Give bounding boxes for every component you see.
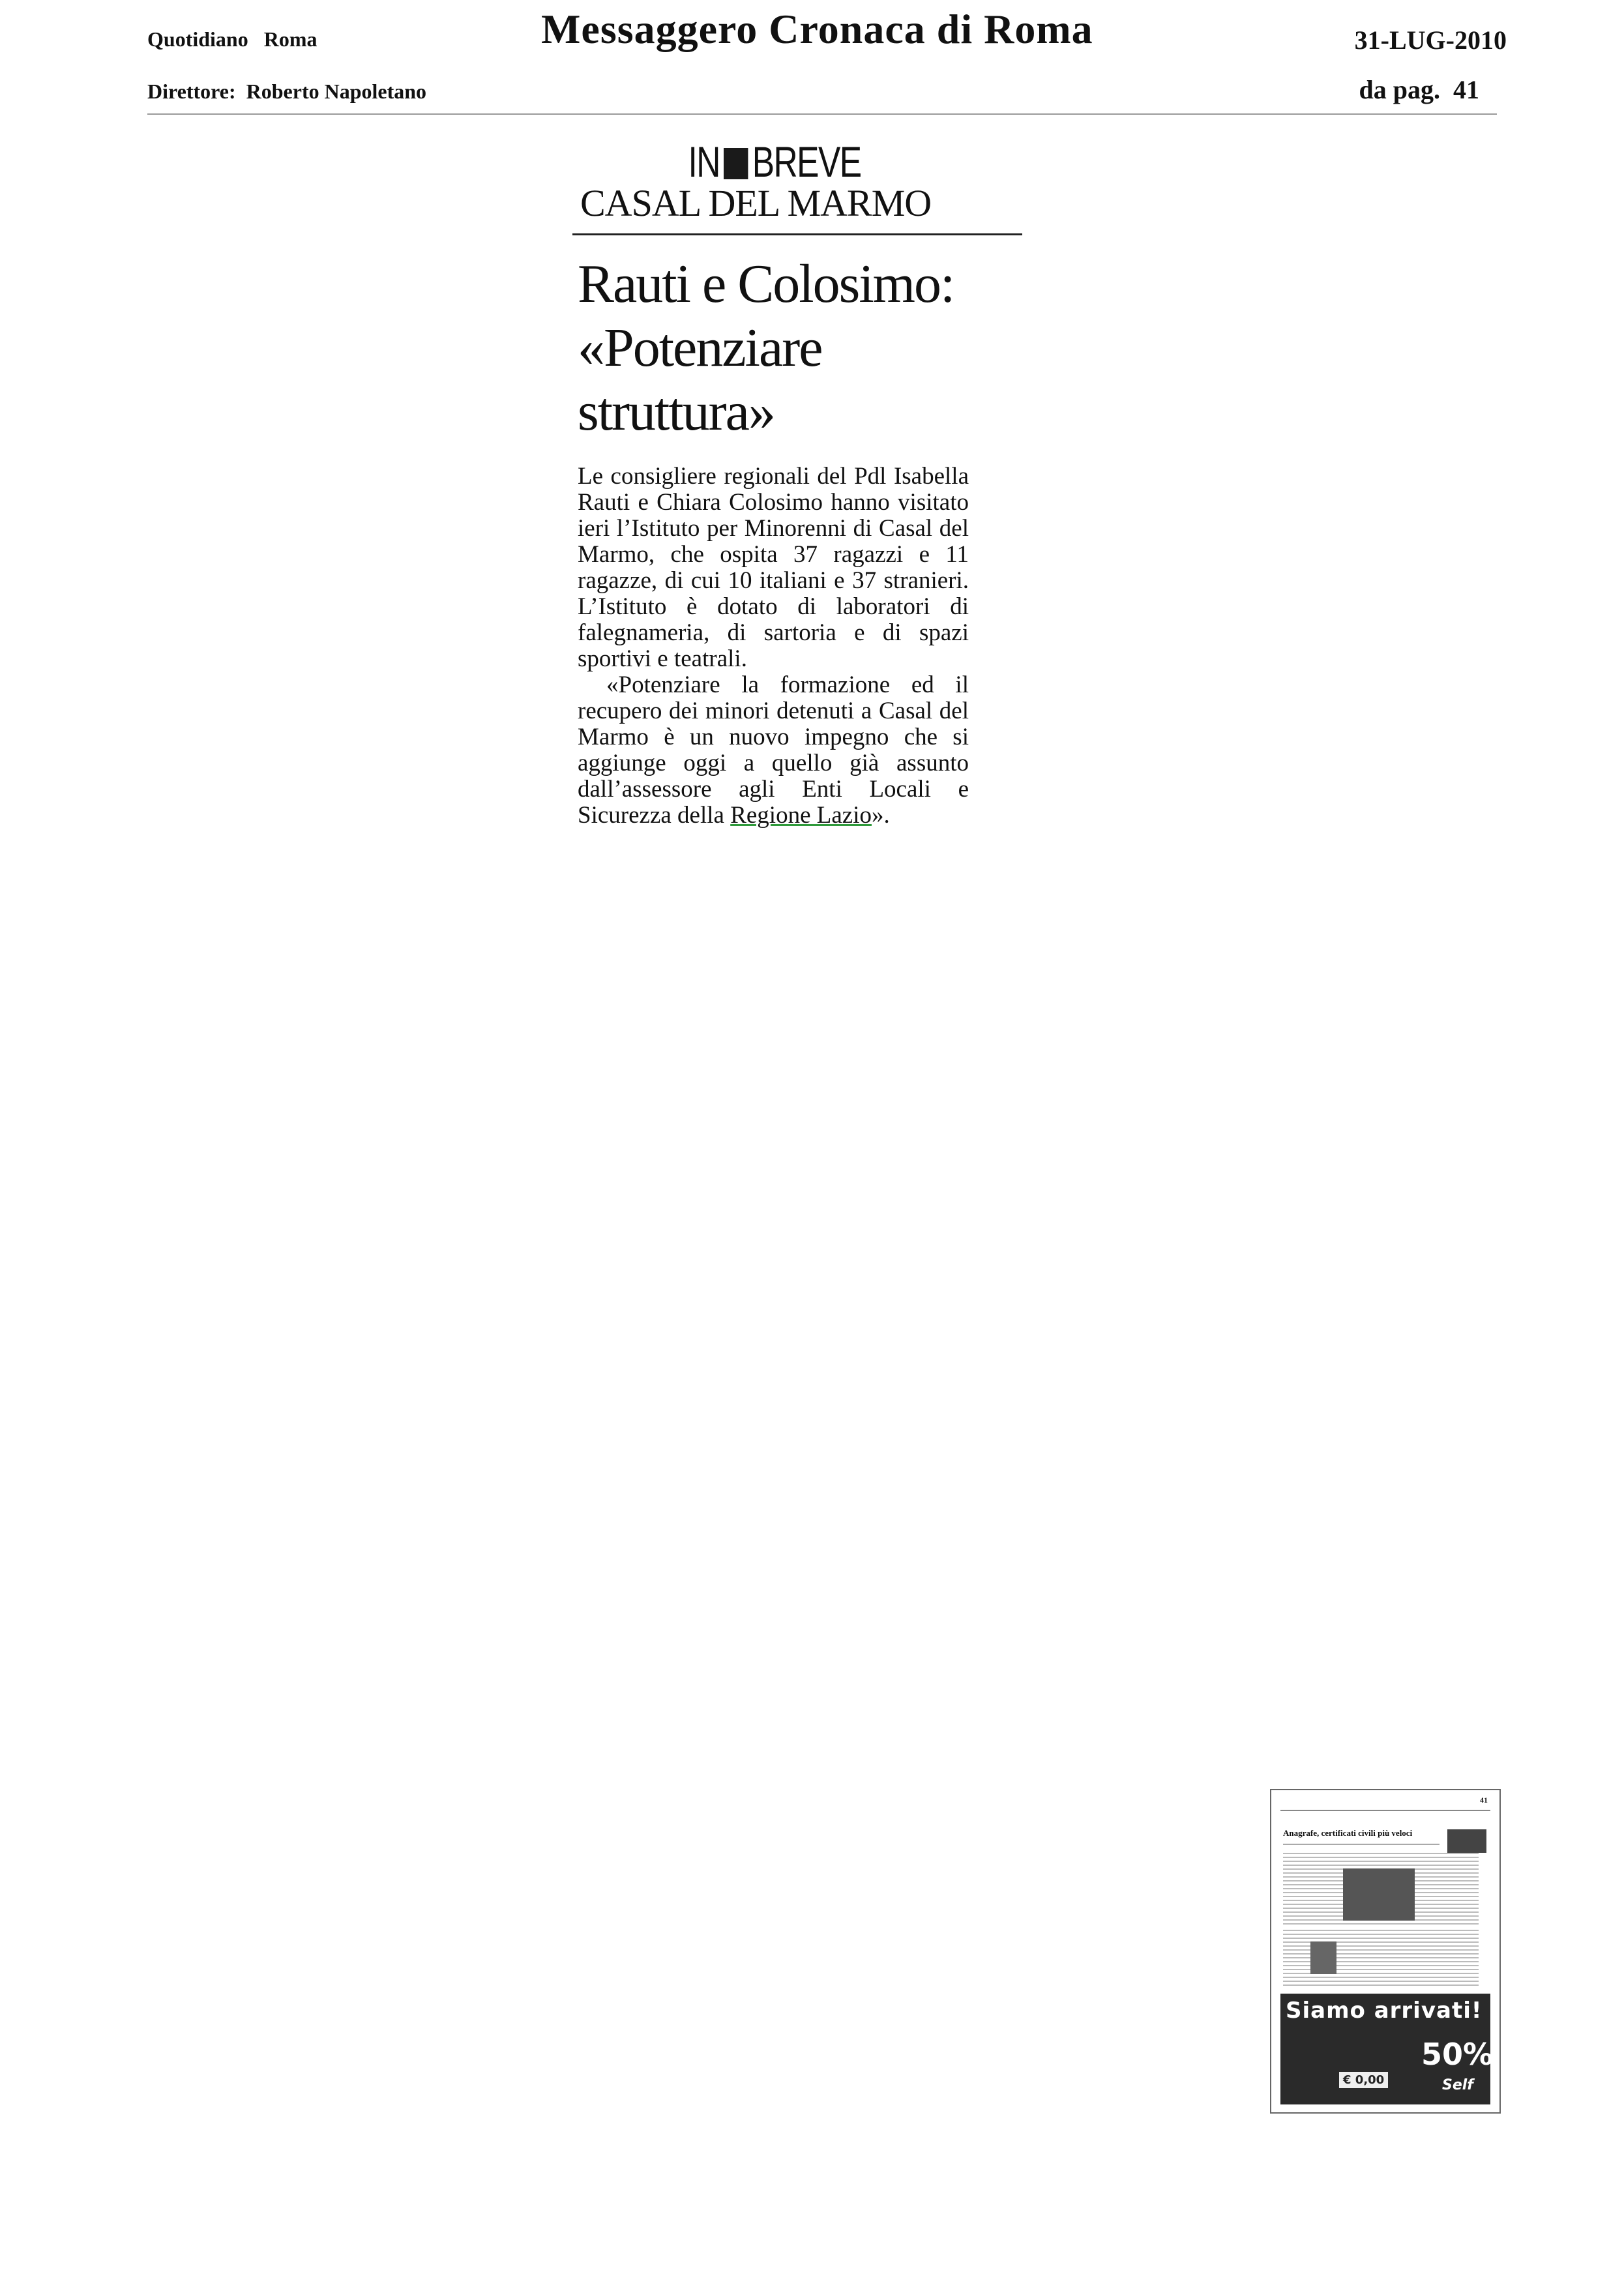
article-headline [578,252,1029,444]
newspaper-type-label: Quotidiano Roma [147,27,317,51]
thumbnail-headline: Anagrafe, certificati civili più veloci [1283,1828,1413,1838]
page-thumbnail [1270,1789,1501,2114]
ad-price: € 0,00 [1339,2072,1388,2088]
ad-brand-logo: Self [1442,2077,1473,2093]
editor-label: Direttore: Roberto Napoletano [147,80,427,103]
thumbnail-advertisement [1280,1994,1494,2104]
highlighted-term: Regione Lazio [730,802,872,829]
headline-line-1: Rauti e Colosimo: [578,254,954,314]
thumbnail-page-number: 41 [1480,1795,1488,1805]
paragraph-2-end: ». [871,802,890,829]
issue-date: 31-LUG-2010 [1354,25,1507,55]
masthead-title: Messaggero Cronaca di Roma [541,6,1093,52]
headline-line-2: «Potenziare struttura» [578,317,822,442]
article-clipping [572,137,1029,829]
article-body [578,464,969,829]
paragraph-2-text: «Potenziare la formazione ed il recupero dei minori detenuti a Casal del Marmo è un nuovo impegno che si aggiunge oggi a quello già assunto dall’assessore agli Enti Locali e Sicurezza della [578,671,969,829]
rubric-square-icon [724,148,748,179]
thumbnail-banner [1447,1829,1486,1853]
ad-headline: Siamo arrivati! [1286,1998,1483,2024]
page-reference: da pag. 41 [1359,75,1479,104]
kicker-divider [572,233,1022,235]
thumbnail-text-line [1283,1844,1439,1845]
article-paragraph-1: Le consigliere regionali del Pdl Isabella Rauti e Chiara Colosimo hanno visitato ieri l’Istituto per Minorenni di Casal del Marmo, che ospita 37 ragazzi e 11 ragazze, di cui 10 italiani e 37 stranieri. L’Istituto è dotato di laboratori di falegnameria, di sartoria e di spazi sportivi e teatrali. [578,463,969,672]
header-divider [147,113,1497,115]
rubric-in: IN [688,138,720,186]
thumbnail-photo-2 [1310,1941,1336,1974]
ad-percent: 50% [1421,2037,1494,2072]
rubric-breve: BREVE [752,138,861,186]
thumbnail-photo [1343,1868,1415,1921]
section-rubric [658,137,892,186]
article-kicker: CASAL DEL MARMO [580,182,932,224]
article-paragraph-2 [578,672,969,829]
thumbnail-rule [1280,1810,1490,1811]
